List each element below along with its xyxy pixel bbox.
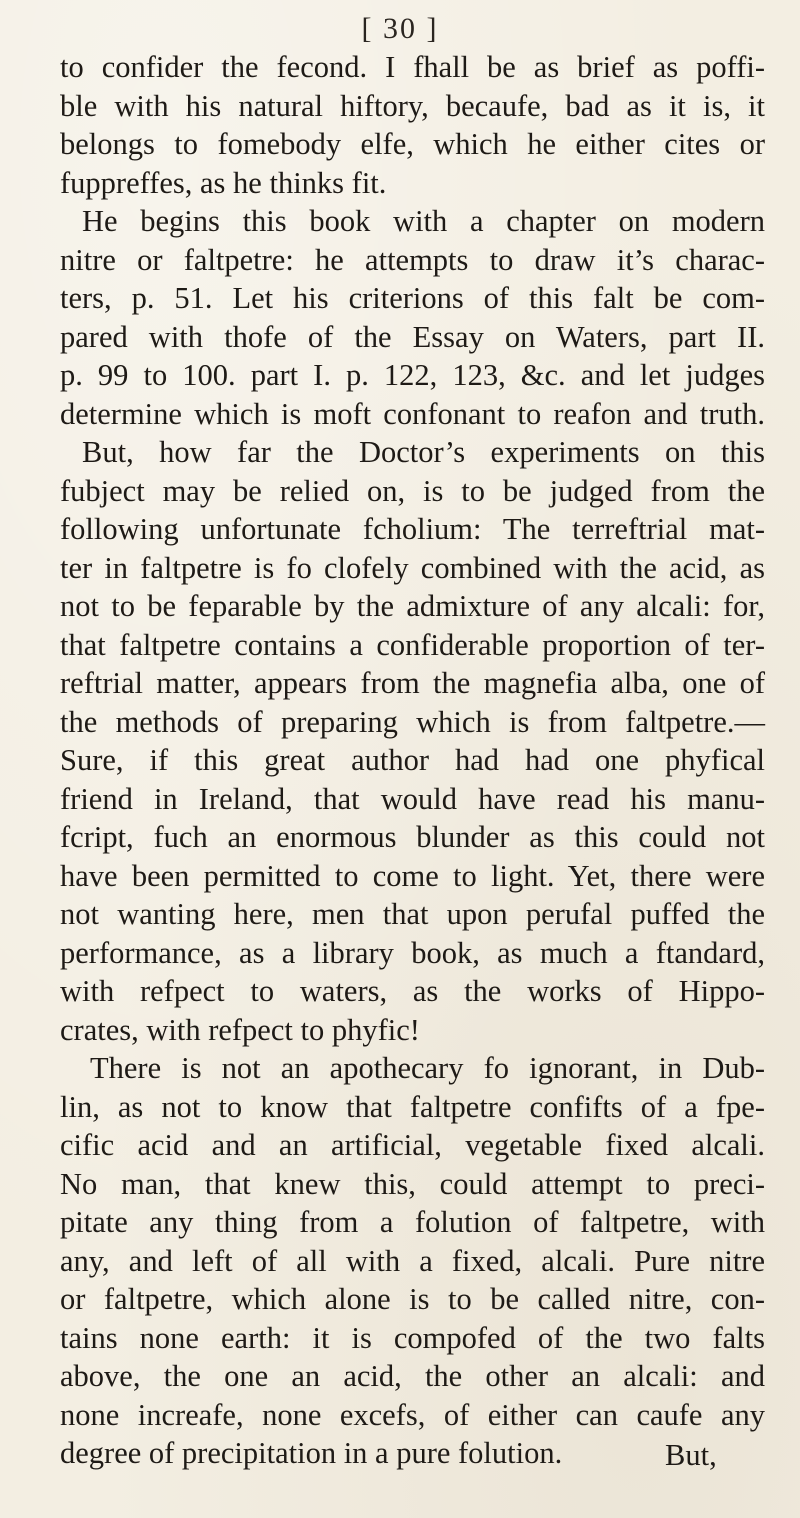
- text-line: He begins this book with a chapter on modern: [82, 204, 765, 238]
- text-line: p. 99 to 100. part I. p. 122, 123, &c. and let judges: [60, 358, 765, 392]
- text-line: But, how far the Doctor’s experiments on this: [82, 435, 765, 469]
- text-line: belongs to fomebody elfe, which he either cites or: [60, 127, 765, 161]
- text-line: crates, with refpect to phyfic!: [60, 1012, 420, 1047]
- text-line: any, and left of all with a fixed, alcali. Pure nitre: [60, 1243, 765, 1278]
- text-line: fcript, fuch an enormous blunder as this could not: [60, 820, 765, 854]
- page-number-header: [ 30 ]: [361, 12, 439, 45]
- text-line: fubject may be relied on, is to be judged from the: [60, 473, 765, 508]
- text-line: nitre or faltpetre: he attempts to draw it’s charac-: [60, 242, 765, 277]
- text-line: not to be feparable by the admixture of any alcali: for,: [60, 589, 765, 623]
- text-line: tains none earth: it is compofed of the two falts: [60, 1320, 765, 1355]
- text-body: [60, 48, 765, 1473]
- text-line: following unfortunate fcholium: The terreftrial mat-: [60, 512, 765, 546]
- text-line: ter in faltpetre is fo clofely combined with the acid, as: [60, 550, 765, 585]
- text-line: or faltpetre, which alone is to be called nitre, con-: [60, 1282, 765, 1316]
- text-line: friend in Ireland, that would have read his manu-: [60, 781, 765, 816]
- text-line: the methods of preparing which is from faltpetre.—: [60, 704, 765, 739]
- text-line: ble with his natural hiftory, becaufe, bad as it is, it: [60, 88, 765, 123]
- text-line: pared with thofe of the Essay on Waters, part II.: [60, 319, 765, 354]
- text-line: ters, p. 51. Let his criterions of this falt be com-: [60, 281, 765, 315]
- text-line: that faltpetre contains a confiderable proportion of ter-: [60, 627, 765, 662]
- text-line: with refpect to waters, as the works of Hippo-: [60, 974, 765, 1008]
- text-line: cific acid and an artificial, vegetable fixed alcali.: [60, 1128, 765, 1162]
- text-line: Sure, if this great author had had one phyfical: [60, 743, 765, 777]
- text-line: to confider the fecond. I fhall be as brief as poffi-: [60, 50, 765, 84]
- text-line: reftrial matter, appears from the magnefia alba, one of: [60, 666, 765, 700]
- text-line: degree of precipitation in a pure folution.: [60, 1436, 563, 1470]
- text-line: determine which is moft confonant to reafon and truth.: [60, 396, 765, 431]
- text-line: none increafe, none excefs, of either can caufe any: [60, 1397, 765, 1432]
- text-line: fuppreffes, as he thinks fit.: [60, 165, 387, 200]
- catchword: But,: [665, 1438, 717, 1472]
- text-line: above, the one an acid, the other an alcali: and: [60, 1359, 765, 1393]
- text-line: There is not an apothecary fo ignorant, in Dub-: [90, 1051, 765, 1085]
- text-line: lin, as not to know that faltpetre confifts of a fpe-: [60, 1089, 765, 1124]
- text-line: performance, as a library book, as much a ftandard,: [60, 935, 765, 970]
- text-line: not wanting here, men that upon perufal puffed the: [60, 897, 765, 931]
- text-line: have been permitted to come to light. Yet, there were: [60, 858, 765, 893]
- text-line: pitate any thing from a folution of faltpetre, with: [60, 1205, 765, 1239]
- text-line: No man, that knew this, could attempt to preci-: [60, 1166, 765, 1201]
